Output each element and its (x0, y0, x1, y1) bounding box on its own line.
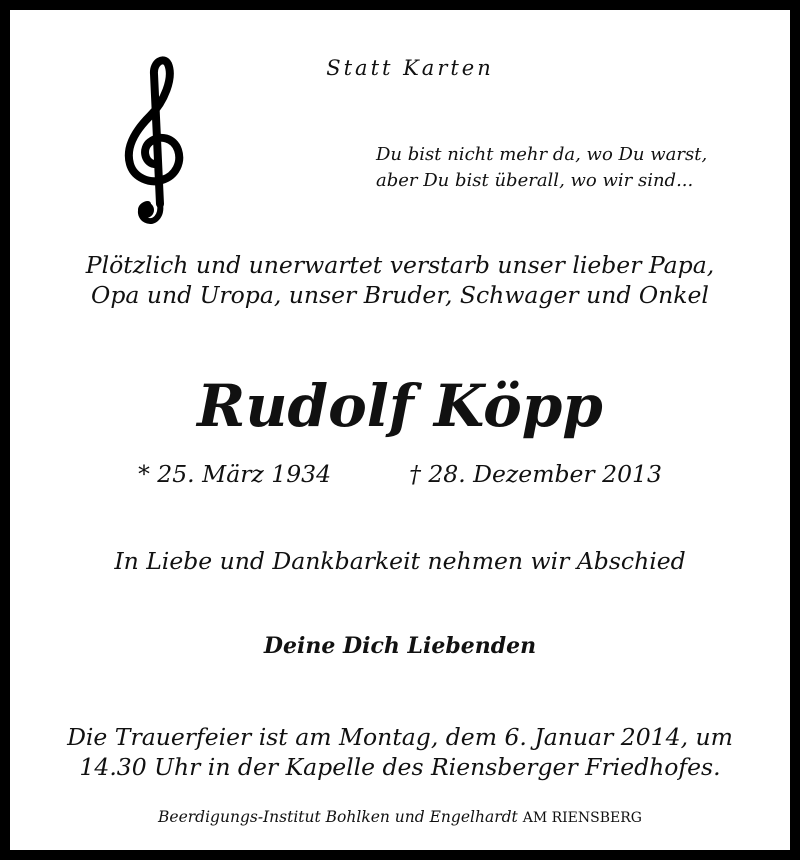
farewell-text: In Liebe und Dankbarkeit nehmen wir Abschied (114, 547, 686, 575)
funeral-home-location: AM RIENSBERG (522, 810, 642, 826)
death-date: † 28. Dezember 2013 (409, 460, 662, 488)
quote-line: Du bist nicht mehr da, wo Du warst, (376, 144, 708, 165)
signature: Deine Dich Liebenden (263, 633, 537, 659)
header-text: Statt Karten (326, 56, 494, 80)
funeral-home (20, 808, 780, 826)
intro-line: Opa und Uropa, unser Bruder, Schwager und Onkel (91, 281, 709, 309)
memorial-quote (376, 142, 707, 194)
ceremony-line: 14.30 Uhr in der Kapelle des Riensberger Friedhofes. (79, 753, 721, 781)
ceremony-line: Die Trauerfeier ist am Montag, dem 6. Januar 2014, um (67, 723, 733, 751)
quote-line: aber Du bist überall, wo wir sind... (376, 170, 694, 191)
life-dates (20, 460, 780, 488)
intro-line: Plötzlich und unerwartet verstarb unser lieber Papa, (85, 251, 715, 279)
treble-clef-icon (120, 54, 192, 226)
funeral-home-name: Beerdigungs-Institut Bohlken und Engelhardt (158, 808, 518, 826)
intro-text (20, 250, 780, 310)
ceremony-info (20, 722, 780, 782)
deceased-name: Rudolf Köpp (197, 372, 603, 440)
birth-date: * 25. März 1934 (138, 460, 332, 488)
